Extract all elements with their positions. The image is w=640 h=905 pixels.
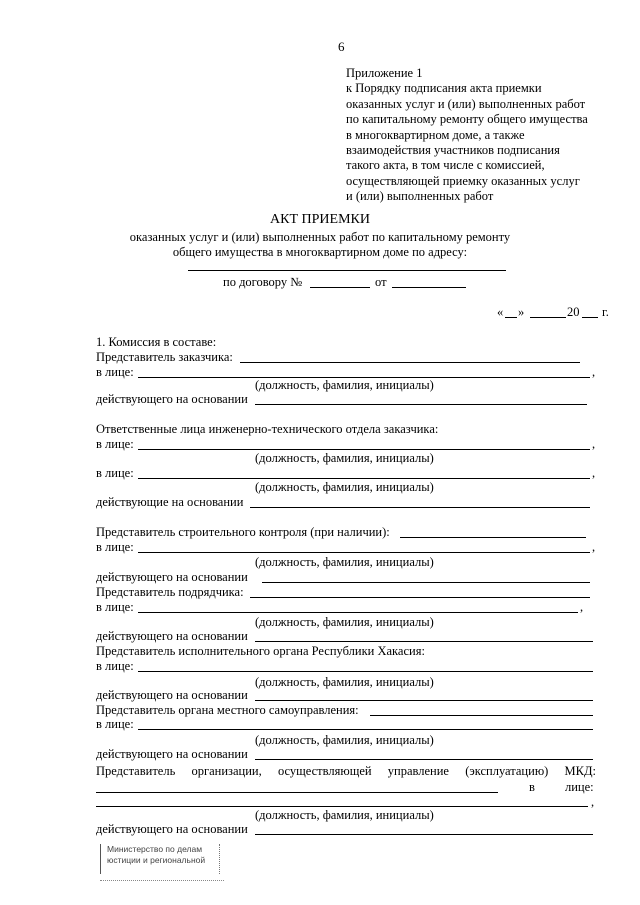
construction-control-label: Представитель строительного контроля (при наличии): (96, 525, 390, 539)
page-number: 6 (338, 39, 345, 54)
appendix-line: и (или) выполненных работ (346, 189, 494, 204)
position-caption: (должность, фамилия, инициалы) (255, 555, 434, 569)
position-caption: (должность, фамилия, инициалы) (255, 451, 434, 465)
contract-date-line (392, 287, 466, 288)
acting-basis-line (262, 582, 590, 583)
stamp-dotted-line (100, 880, 224, 881)
in-person-label: в лице: (96, 659, 134, 673)
local-gov-line (370, 715, 593, 716)
acting-basis-label: действующие на основании (96, 495, 244, 509)
acting-basis-label: действующего на основании (96, 629, 248, 643)
in-person-line (138, 671, 593, 672)
local-gov-label: Представитель органа местного самоуправления: (96, 703, 359, 717)
contractor-line (250, 597, 590, 598)
construction-control-line (400, 537, 586, 538)
appendix-line: оказанных услуг и (или) выполненных работ (346, 96, 586, 111)
position-caption: (должность, фамилия, инициалы) (255, 480, 434, 494)
position-caption: (должность, фамилия, инициалы) (255, 675, 434, 689)
contract-number-line (310, 287, 370, 288)
in-person-line (138, 449, 590, 450)
year-line (582, 317, 598, 318)
in-person-label: в лице: (96, 437, 134, 451)
position-caption: (должность, фамилия, инициалы) (255, 733, 434, 747)
year-prefix: 20 (567, 305, 580, 319)
from-label: от (375, 275, 387, 289)
acting-basis-line (255, 641, 593, 642)
in-person-label: в лице: (96, 466, 134, 480)
commission-header: 1. Комиссия в составе: (96, 335, 217, 349)
title-subline-1: оказанных услуг и (или) выполненных работ по капитальному ремонту (129, 230, 511, 244)
title-subline-2: общего имущества в многоквартирном доме по адресу: (172, 245, 468, 259)
in-person-line (138, 729, 593, 730)
appendix-line: осуществляющей приемку оказанных услуг (346, 173, 580, 188)
in-person-label: в лице: (96, 365, 134, 379)
date-open-quote: « (497, 305, 504, 319)
address-line (188, 270, 506, 271)
customer-rep-line (240, 362, 580, 363)
appendix-line: такого акта, в том числе с комиссией, (346, 158, 545, 173)
appendix-line: взаимодействия участников подписания (346, 143, 560, 158)
in-person-label: в лице: (96, 717, 134, 731)
year-suffix: г. (602, 305, 609, 319)
acting-basis-line (255, 700, 593, 701)
litse-label: лице: (565, 780, 594, 794)
mgmt-org-person-line (96, 806, 588, 807)
customer-rep-label: Представитель заказчика: (96, 350, 233, 364)
mgmt-org-line (96, 792, 498, 793)
in-word: в (529, 780, 535, 794)
appendix-line: по капитальному ремонту общего имущества (346, 112, 588, 127)
acting-basis-label: действующего на основании (96, 688, 248, 702)
registration-stamp (100, 844, 220, 874)
appendix-line: Приложение 1 (346, 66, 423, 80)
month-line (530, 317, 566, 318)
acting-basis-label: действующего на основании (96, 747, 248, 761)
in-person-label: в лице: (96, 600, 134, 614)
position-caption: (должность, фамилия, инициалы) (255, 615, 434, 629)
document-title: АКТ ПРИЕМКИ (270, 212, 370, 227)
comma: , (592, 540, 596, 554)
appendix-line: к Порядку подписания акта приемки (346, 81, 542, 96)
appendix-line: в многоквартирном доме, а также (346, 127, 525, 142)
acting-basis-label: действующего на основании (96, 392, 248, 406)
exec-body-label: Представитель исполнительного органа Республики Хакасия: (96, 644, 425, 658)
contract-label: по договору № (223, 275, 303, 289)
date-close-quote: » (518, 305, 525, 319)
comma: , (591, 795, 595, 809)
acting-basis-line (255, 759, 593, 760)
in-person-line (138, 612, 578, 613)
stamp-line: юстиции и региональной (107, 855, 206, 865)
acting-basis-label: действующего на основании (96, 570, 248, 584)
acting-basis-label: действующего на основании (96, 822, 248, 836)
comma: , (580, 600, 584, 614)
in-person-line (138, 552, 590, 553)
eng-dept-label: Ответственные лица инженерно-технического отдела заказчика: (96, 422, 439, 436)
mgmt-org-label: Представитель организации, осуществляющей управление (эксплуатацию) МКД: (96, 764, 596, 778)
position-caption: (должность, фамилия, инициалы) (255, 378, 434, 392)
in-person-line (138, 478, 590, 479)
contractor-label: Представитель подрядчика: (96, 585, 244, 599)
comma: , (592, 365, 596, 379)
appendix-block (346, 66, 606, 205)
day-line (505, 317, 517, 318)
position-caption: (должность, фамилия, инициалы) (255, 808, 434, 822)
in-person-label: в лице: (96, 540, 134, 554)
acting-basis-line (255, 834, 593, 835)
stamp-line: Министерство по делам (107, 844, 203, 854)
acting-basis-line (255, 404, 587, 405)
acting-basis-line (250, 507, 590, 508)
comma: , (592, 466, 596, 480)
comma: , (592, 437, 596, 451)
